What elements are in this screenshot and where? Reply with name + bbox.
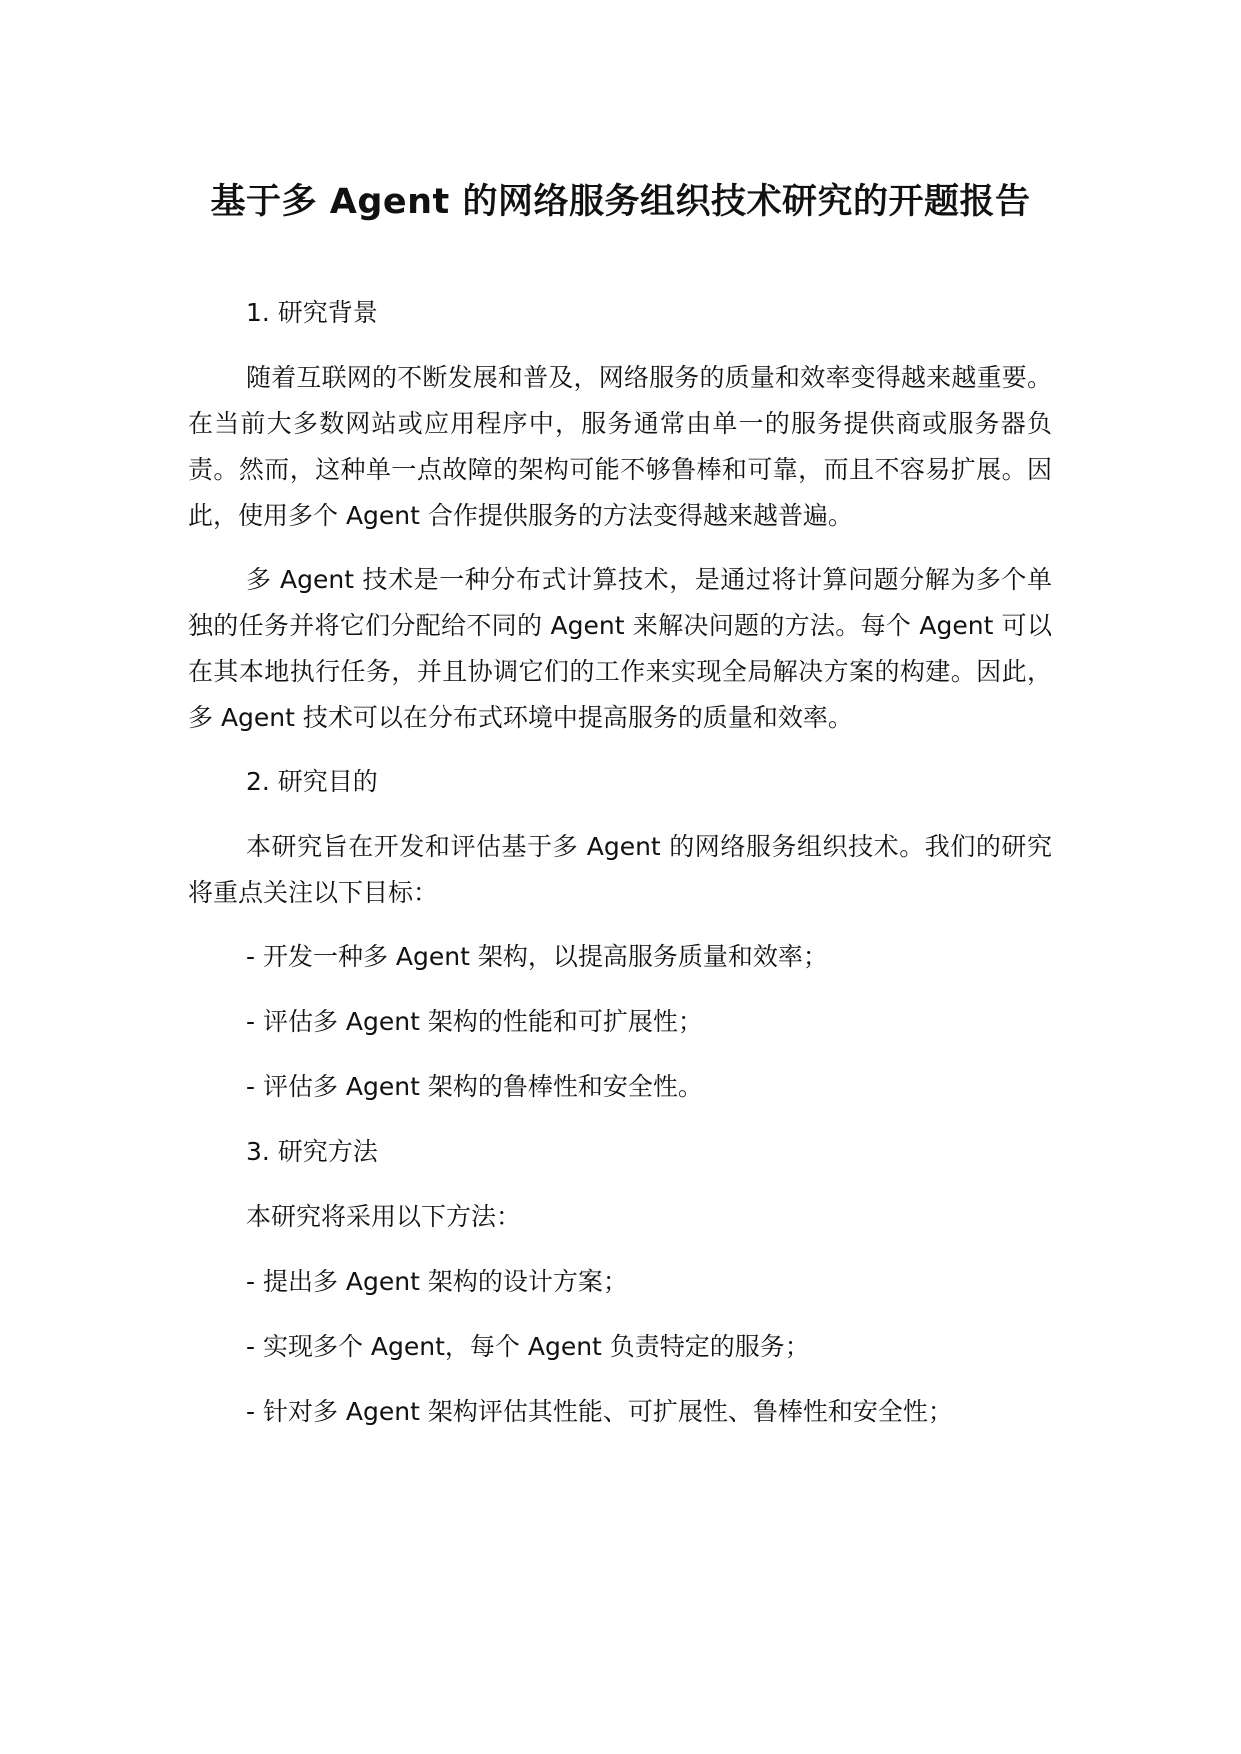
section-heading-method: 3. 研究方法 [246, 1137, 378, 1166]
document-title: 基于多 Agent 的网络服务组织技术研究的开题报告 [210, 182, 1031, 222]
section-heading-purpose: 2. 研究目的 [246, 767, 378, 796]
method-list-item: - 针对多 Agent 架构评估其性能、可扩展性、鲁棒性和安全性； [246, 1397, 953, 1426]
background-paragraph-2: 多 Agent 技术是一种分布式计算技术，是通过将计算问题分解为多个单独的任务并将它们分配给不同的 Agent 来解决问题的方法。每个 Agent 可以在其本地执行任务，并且协调它们的工作来实现全局解决方案的构建。因此，多 Agent 技术可以在分布式环境中提高服务的质量和效率。 [188, 565, 1052, 732]
background-paragraph-1: 随着互联网的不断发展和普及，网络服务的质量和效率变得越来越重要。在当前大多数网站或应用程序中，服务通常由单一的服务提供商或服务器负责。然而，这种单一点故障的架构可能不够鲁棒和可靠，而且不容易扩展。因此，使用多个 Agent 合作提供服务的方法变得越来越普遍。 [188, 363, 1052, 530]
purpose-list-item: - 开发一种多 Agent 架构，以提高服务质量和效率； [246, 942, 828, 971]
method-list-item: - 提出多 Agent 架构的设计方案； [246, 1267, 628, 1296]
purpose-list-item: - 评估多 Agent 架构的性能和可扩展性； [246, 1007, 703, 1036]
purpose-list-item: - 评估多 Agent 架构的鲁棒性和安全性。 [246, 1072, 703, 1101]
purpose-paragraph: 本研究旨在开发和评估基于多 Agent 的网络服务组织技术。我们的研究将重点关注以下目标： [188, 832, 1052, 907]
method-intro: 本研究将采用以下方法： [246, 1202, 522, 1231]
section-heading-background: 1. 研究背景 [246, 298, 378, 327]
method-list-item: - 实现多个 Agent，每个 Agent 负责特定的服务； [246, 1332, 810, 1361]
document-body [188, 290, 1052, 1454]
